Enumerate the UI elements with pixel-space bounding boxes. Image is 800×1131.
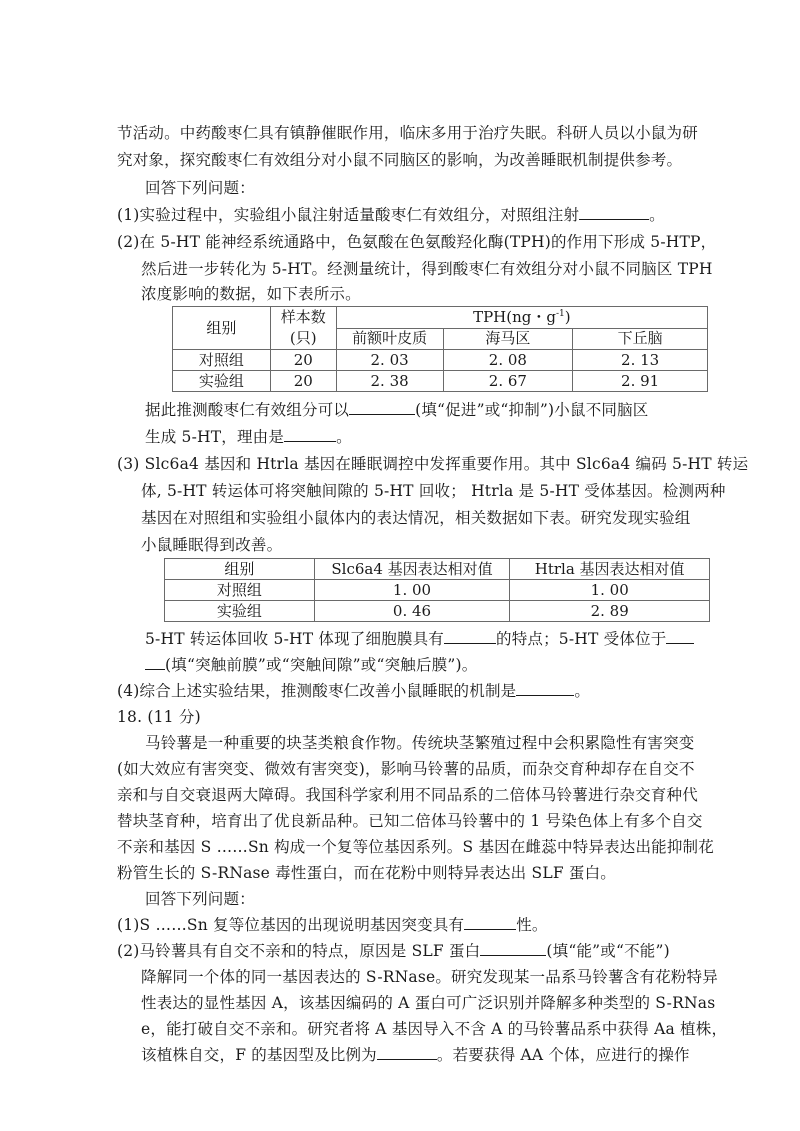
q18-part2-line3: 性表达的显性基因 A，该基因编码的 A 蛋白可广泛识别并降解多种类型的 S-RNas [141, 994, 716, 1012]
cell-group: 对照组 [173, 350, 271, 371]
q18-para-line: 不亲和基因 S ……Sn 构成一个复等位基因系列。S 基因在雌蕊中特异表达出能抑制花 [117, 838, 714, 856]
q18-part2-line1 [117, 941, 670, 961]
q18-para-line: 亲和与自交衰退两大障碍。我国科学家利用不同品系的二倍体马铃薯进行杂交育种代 [117, 786, 698, 804]
cell-value: 2. 38 [336, 371, 443, 392]
subheader-hippocampus: 海马区 [443, 328, 573, 350]
q17-part1-end: 。 [649, 206, 665, 224]
cell-value: 1. 00 [314, 580, 510, 601]
text: (4)综合上述实验结果，推测酸枣仁改善小鼠睡眠的机制是 [117, 682, 517, 700]
table-row [173, 350, 708, 371]
answer-blank[interactable] [444, 629, 496, 644]
cell-group: 实验组 [173, 371, 271, 392]
q18-para-line: (如大效应有害突变、微效有害突变)，影响马铃薯的品质，而杂交育种却存在自交不 [117, 760, 695, 778]
subheader-hypothalamus: 下丘脑 [573, 328, 708, 350]
text: 5-HT 转运体回收 5-HT 体现了细胞膜具有 [145, 630, 444, 648]
cell-group: 实验组 [165, 601, 315, 622]
q18-para-line: 替块茎育种，培育出了优良新品种。已知二倍体马铃薯中的 1 号染色体上有多个自交 [117, 812, 703, 830]
header-group: 组别 [173, 307, 271, 350]
cell-value: 2. 67 [443, 371, 573, 392]
q17-part2-after-line1 [145, 400, 649, 420]
header-group: 组别 [165, 559, 315, 580]
intro-line-1: 节活动。中药酸枣仁具有镇静催眠作用，临床多用于治疗失眠。科研人员以小鼠为研 [117, 124, 698, 142]
q18-part2-line5 [141, 1045, 690, 1065]
answer-blank[interactable] [145, 655, 165, 670]
q17-part3-line3: 基因在对照组和实验组小鼠体内的表达情况，相关数据如下表。研究发现实验组 [141, 509, 691, 527]
q17-part2-line2: 然后进一步转化为 5-HT。经测量统计，得到酸枣仁有效组分对小鼠不同脑区 TPH [141, 260, 713, 278]
text: 据此推测酸枣仁有效组分可以 [145, 401, 350, 419]
q18-part2-line4: e，能打破自交不亲和。研究者将 A 基因导入不含 A 的马铃薯品系中获得 Aa 植株， [141, 1020, 728, 1038]
answer-blank[interactable] [480, 941, 546, 956]
cell-value: 0. 46 [314, 601, 510, 622]
q18-para-line: 马铃薯是一种重要的块茎类粮食作物。传统块茎繁殖过程中会积累隐性有害突变 [145, 734, 695, 752]
text: 。若要获得 AA 个体，应进行的操作 [436, 1046, 690, 1064]
cell-value: 2. 13 [573, 350, 708, 371]
text: (1)S ……Sn 复等位基因的出现说明基因突变具有 [117, 916, 465, 934]
gene-expression-table [164, 558, 710, 622]
text: 性。 [516, 916, 548, 934]
header-slc6a4: Slc6a4 基因表达相对值 [314, 559, 510, 580]
q17-part3-line4: 小鼠睡眠得到改善。 [141, 536, 283, 554]
header-htrla: Htrla 基因表达相对值 [510, 559, 710, 580]
cell-value: 2. 89 [510, 601, 710, 622]
answer-blank[interactable] [349, 400, 415, 415]
q17-part2-line1: (2)在 5-HT 能神经系统通路中，色氨酸在色氨酸羟化酶(TPH)的作用下形成 5-HTP， [117, 233, 717, 251]
tph-table [172, 306, 708, 392]
answer-blank[interactable] [464, 915, 516, 930]
header-tph: TPH(ng・$g^{-1}$) [336, 307, 707, 329]
cell-n: 20 [270, 371, 336, 392]
answer-blank[interactable] [666, 629, 694, 644]
q17-part4 [117, 681, 590, 701]
text: 的特点；5-HT 受体位于 [496, 630, 667, 648]
q17-part3-line2: 体, 5-HT 转运体可将突触间隙的 5-HT 回收； Htrla 是 5-HT 受体基因。检测两种 [141, 482, 726, 500]
table-row [165, 601, 710, 622]
q18-para-line: 粉管生长的 S-RNase 毒性蛋白，而在花粉中则特异表达出 SLF 蛋白。 [117, 864, 617, 882]
text: (2)马铃薯具有自交不亲和的特点，原因是 SLF 蛋白 [117, 942, 481, 960]
cell-value: 2. 08 [443, 350, 573, 371]
q18-part1 [117, 915, 548, 935]
subheader-prefrontal: 前额叶皮质 [336, 328, 443, 350]
q17-part2-after-line2 [145, 427, 352, 447]
q17-part3-after-line2 [145, 655, 477, 675]
answer-blank[interactable] [377, 1045, 437, 1060]
text: 生成 5-HT，理由是 [145, 428, 285, 446]
table-row [165, 580, 710, 601]
header-sample: 样本数 (只) [270, 307, 336, 350]
cell-group: 对照组 [165, 580, 315, 601]
text: 该植株自交，F 的基因型及比例为 [141, 1046, 377, 1064]
q17-part1 [117, 205, 665, 225]
answer-blank[interactable] [284, 427, 336, 442]
text: (填“能”或“不能”) [546, 942, 670, 960]
q18-answer-prompt: 回答下列问题： [145, 890, 255, 908]
cell-value: 1. 00 [510, 580, 710, 601]
text: (填“突触前膜”或“突触间隙”或“突触后膜”)。 [165, 656, 478, 674]
cell-n: 20 [270, 350, 336, 371]
answer-blank[interactable] [516, 681, 574, 696]
text: 。 [336, 428, 352, 446]
q17-part2-line3: 浓度影响的数据，如下表所示。 [141, 285, 361, 303]
text: (填“促进”或“抑制”)小鼠不同脑区 [415, 401, 649, 419]
cell-value: 2. 91 [573, 371, 708, 392]
table-row [173, 371, 708, 392]
text: 。 [574, 682, 591, 700]
answer-blank[interactable] [579, 205, 649, 220]
answer-prompt: 回答下列问题： [145, 179, 255, 197]
cell-value: 2. 03 [336, 350, 443, 371]
q17-part1-text: (1)实验过程中，实验组小鼠注射适量酸枣仁有效组分，对照组注射 [117, 206, 580, 224]
q17-part3-line1: (3) Slc6a4 基因和 Htrla 基因在睡眠调控中发挥重要作用。其中 Slc6a4 编码 5-HT 转运 [117, 455, 749, 473]
q18-part2-line2: 降解同一个体的同一基因表达的 S-RNase。研究发现某一品系马铃薯含有花粉特异 [141, 968, 718, 986]
q18-title: 18. (11 分) [117, 708, 201, 726]
intro-line-2: 究对象，探究酸枣仁有效组分对小鼠不同脑区的影响，为改善睡眠机制提供参考。 [117, 151, 683, 169]
q17-part3-after-line1 [145, 629, 694, 649]
